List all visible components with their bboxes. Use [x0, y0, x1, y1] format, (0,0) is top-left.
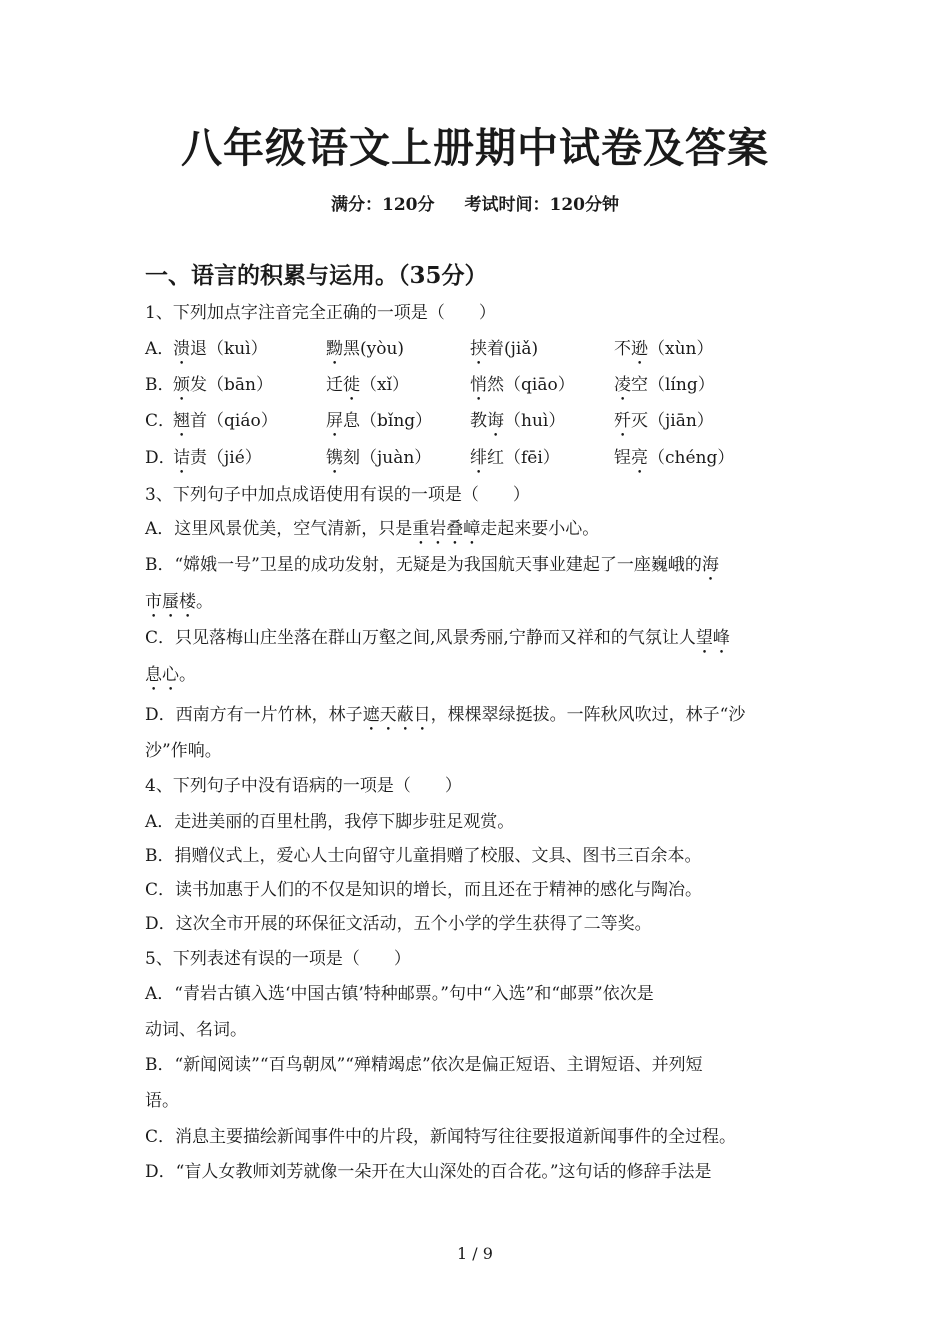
q1-b-item-3: 悄然（qiāo） — [470, 375, 575, 395]
exam-time: 考试时间：120分钟 — [464, 195, 619, 215]
q5-option-d-line-1: D．“盲人女教师刘芳就像一朵开在大山深处的百合花。”这句话的修辞手法是 — [145, 1162, 712, 1182]
option-label-b: B． — [145, 375, 175, 395]
q4-option-c: C．读书加惠于人们的不仅是知识的增长，而且还在于精神的感化与陶冶。 — [145, 880, 703, 900]
q1-c-item-2: 屏息（bǐng） — [326, 411, 433, 431]
q1-c-item-1: 翘首（qiáo） — [173, 411, 278, 431]
q1-a-item-4: 不逊（xùn） — [614, 339, 714, 359]
option-label-c: C． — [145, 411, 176, 431]
q1-d-item-2: 镌刻（juàn） — [326, 448, 432, 468]
q1-a-item-1: 溃退（kuì） — [173, 339, 268, 359]
q1-d-item-3: 绯红（fēi） — [470, 448, 560, 468]
q5-option-a-line-1: A．“青岩古镇入选‘中国古镇’特种邮票。”句中“入选”和“邮票”依次是 — [145, 984, 654, 1004]
page-number: 1 / 9 — [457, 1244, 493, 1263]
q5-option-b-line-2: 语。 — [145, 1091, 179, 1111]
question-3-stem: 3、下列句子中加点成语使用有误的一项是（ ） — [145, 485, 530, 505]
q1-c-item-4: 歼灭（jiān） — [614, 411, 714, 431]
q1-d-item-4: 锃亮（chéng） — [614, 448, 735, 468]
q5-option-c: C．消息主要描绘新闻事件中的片段，新闻特写往往要报道新闻事件的全过程。 — [145, 1127, 737, 1147]
section-heading: 一、语言的积累与运用。（35分） — [145, 262, 488, 289]
q3-option-d-line-2: 沙”作响。 — [145, 741, 222, 761]
q1-a-item-3: 挟着(jiǎ) — [470, 339, 539, 359]
q3-option-d-line-1: D．西南方有一片竹林，林子遮天蔽日，棵棵翠绿挺拔。一阵秋风吹过，林子“沙 — [145, 705, 746, 725]
q1-b-item-4: 凌空（líng） — [614, 375, 715, 395]
question-5-stem: 5、下列表述有误的一项是（ ） — [145, 949, 411, 969]
full-score: 满分：120分 — [331, 195, 435, 215]
q4-option-a: A．走进美丽的百里杜鹃，我停下脚步驻足观赏。 — [145, 812, 515, 832]
exam-info — [0, 190, 950, 220]
q3-option-a: A．这里风景优美，空气清新，只是重岩叠嶂走起来要小心。 — [145, 519, 600, 539]
q3-option-c-line-1: C．只见落梅山庄坐落在群山万壑之间,风景秀丽,宁静而又祥和的气氛让人望峰 — [145, 628, 730, 648]
document-title: 八年级语文上册期中试卷及答案 — [181, 124, 769, 172]
q1-d-item-1: 诘责（jié） — [173, 448, 262, 468]
q5-option-a-line-2: 动词、名词。 — [145, 1020, 247, 1040]
q4-option-b: B．捐赠仪式上，爱心人士向留守儿童捐赠了校服、文具、图书三百余本。 — [145, 846, 702, 866]
q3-option-b-line-1: B．“嫦娥一号”卫星的成功发射，无疑是为我国航天事业建起了一座巍峨的海 — [145, 555, 719, 575]
q1-b-item-1: 颁发（bān） — [173, 375, 273, 395]
q1-b-item-2: 迁徙（xǐ） — [326, 375, 410, 395]
q1-c-item-3: 教诲（huì） — [470, 411, 566, 431]
option-label-d: D． — [145, 448, 176, 468]
question-4-stem: 4、下列句子中没有语病的一项是（ ） — [145, 776, 462, 796]
q3-option-c-line-2: 息心。 — [145, 665, 196, 685]
q5-option-b-line-1: B．“新闻阅读”“百鸟朝凤”“殚精竭虑”依次是偏正短语、主谓短语、并列短 — [145, 1055, 703, 1075]
q1-a-item-2: 黝黑(yòu) — [326, 339, 405, 359]
question-1-stem: 1、下列加点字注音完全正确的一项是（ ） — [145, 303, 496, 323]
option-label-a: A． — [145, 339, 175, 359]
q4-option-d: D．这次全市开展的环保征文活动，五个小学的学生获得了二等奖。 — [145, 914, 652, 934]
q3-option-b-line-2: 市蜃楼。 — [145, 592, 213, 612]
